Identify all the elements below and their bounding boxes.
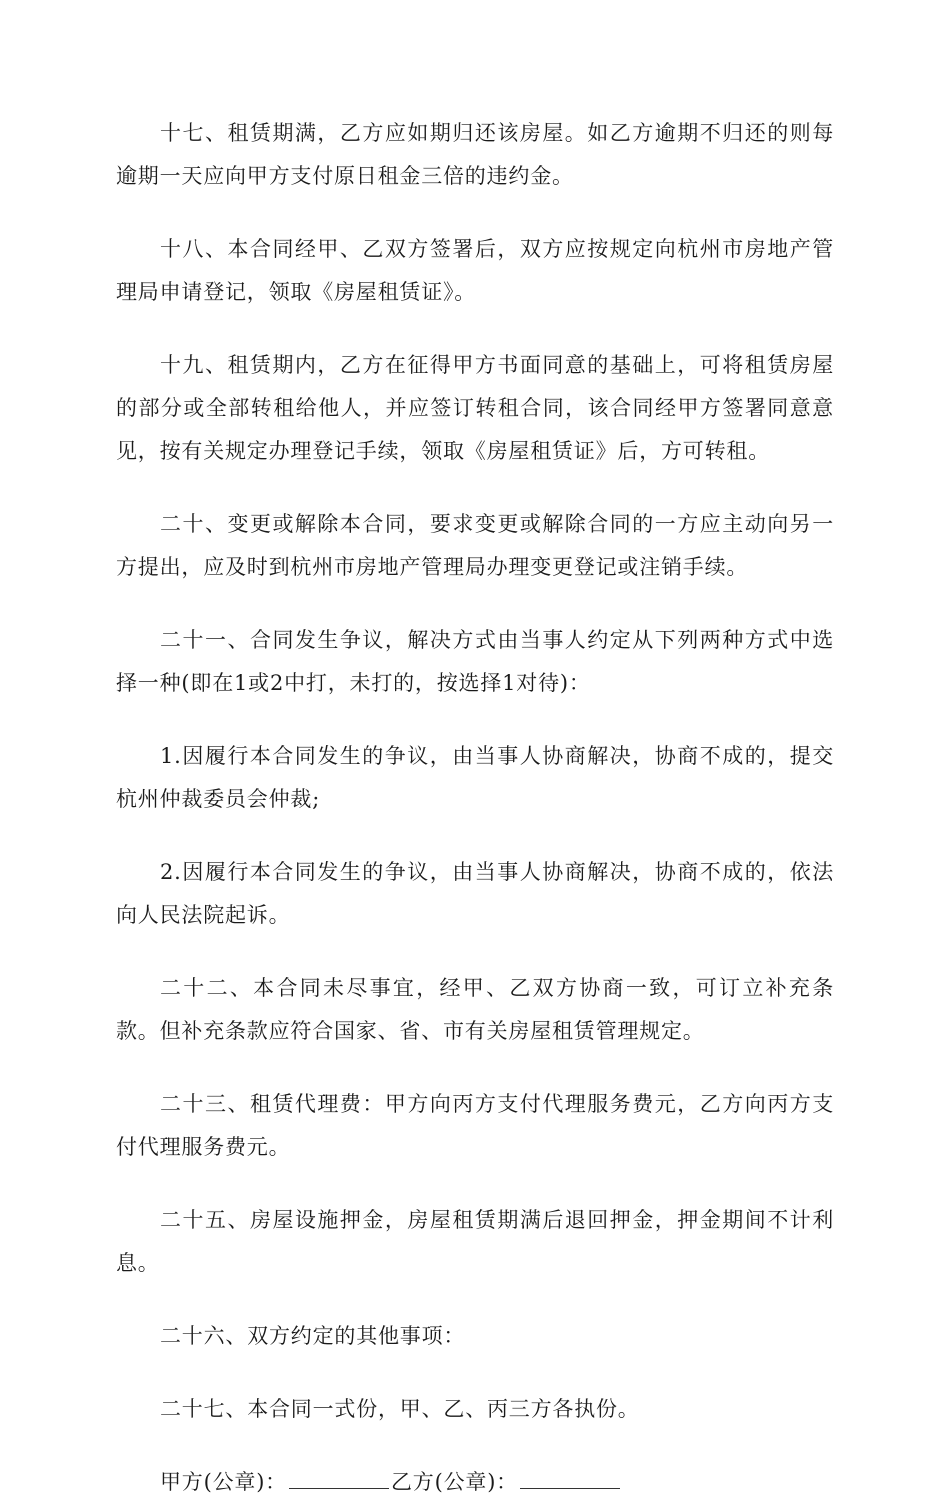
- clause-27: 二十七、本合同一式份，甲、乙、丙三方各执份。: [160, 1397, 640, 1421]
- clause-18: 十八、本合同经甲、乙双方签署后，双方应按规定向杭州市房地产管理局申请登记，领取《房屋租赁证》。: [116, 237, 834, 304]
- party-b-seal-label: 乙方(公章)：: [391, 1470, 518, 1494]
- clause-21-option-1: 1.因履行本合同发生的争议，由当事人协商解决，协商不成的，提交杭州仲裁委员会仲裁;: [116, 744, 834, 811]
- clause-21: 二十一、合同发生争议，解决方式由当事人约定从下列两种方式中选择一种(即在1或2中打，未打的，按选择1对待)：: [116, 628, 834, 695]
- signature-row: [116, 1461, 834, 1504]
- clause-17: 十七、租赁期满，乙方应如期归还该房屋。如乙方逾期不归还的则每逾期一天应向甲方支付原日租金三倍的违约金。: [116, 121, 834, 188]
- clause-20: 二十、变更或解除本合同，要求变更或解除合同的一方应主动向另一方提出，应及时到杭州市房地产管理局办理变更登记或注销手续。: [116, 512, 834, 579]
- clause-25: 二十五、房屋设施押金，房屋租赁期满后退回押金，押金期间不计利息。: [116, 1208, 834, 1275]
- clause-21-option-2: 2.因履行本合同发生的争议，由当事人协商解决，协商不成的，依法向人民法院起诉。: [116, 860, 834, 927]
- clause-22: 二十二、本合同未尽事宜，经甲、乙双方协商一致，可订立补充条款。但补充条款应符合国家、省、市有关房屋租赁管理规定。: [116, 976, 834, 1043]
- party-a-signature-blank[interactable]: [289, 1462, 389, 1489]
- party-a-seal-label: 甲方(公章)：: [160, 1470, 287, 1494]
- party-b-signature-blank[interactable]: [520, 1462, 620, 1489]
- clause-23: 二十三、租赁代理费：甲方向丙方支付代理服务费元，乙方向丙方支付代理服务费元。: [116, 1092, 834, 1159]
- clause-19: 十九、租赁期内，乙方在征得甲方书面同意的基础上，可将租赁房屋的部分或全部转租给他人，并应签订转租合同，该合同经甲方签署同意意见，按有关规定办理登记手续，领取《房屋租赁证》后，方可转租。: [116, 353, 834, 463]
- clause-26: 二十六、双方约定的其他事项：: [160, 1324, 466, 1348]
